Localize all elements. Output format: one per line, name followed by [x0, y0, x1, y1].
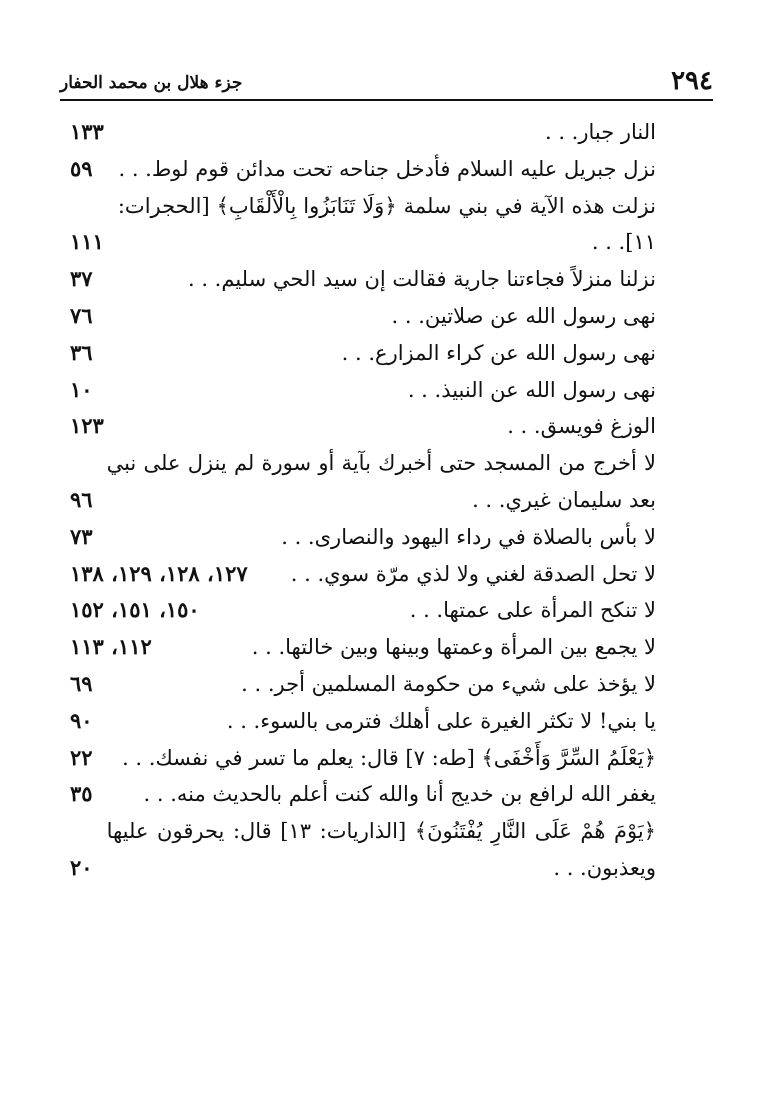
entry-text: لا أخرج من المسجد حتى أخبرك بآية أو سورة لم ينزل على نبي بعد سليمان غيري. . .: [106, 451, 656, 512]
index-entry: [70, 592, 656, 629]
entry-text: لا يؤخذ على شيء من حكومة المسلمين أجر. . .: [241, 671, 656, 696]
entry-pages: ٢٠: [70, 854, 93, 880]
entry-text: نزلت هذه الآية في بني سلمة ﴿وَلَا تَنَابَزُوا بِالْأَلْقَابِ﴾ [الحجرات: ١١]. . .: [117, 193, 656, 255]
entry-pages: ٩٠: [70, 707, 93, 733]
index-entry: [70, 666, 656, 703]
entry-pages: ١٣٣: [70, 119, 104, 144]
index-entry: [70, 776, 656, 813]
entry-pages: ٥٩: [70, 155, 93, 181]
entry-pages: ٣٦: [70, 339, 93, 365]
entry-pages: ١٢٧، ١٢٨، ١٢٩، ١٣٨: [70, 560, 248, 586]
index-entry: [70, 519, 656, 556]
entry-pages: ١٢٣: [70, 413, 104, 439]
entry-pages: ٣٧: [70, 266, 93, 292]
index-entry: [70, 813, 656, 887]
index-entry: [70, 703, 656, 740]
entry-pages: ٦٩: [70, 670, 93, 696]
entry-text: لا بأس بالصلاة في رداء اليهود والنصارى. . .: [281, 524, 656, 549]
book-title: جزء هلال بن محمد الحفار: [60, 73, 243, 93]
index-list: [70, 114, 656, 887]
index-entry: [70, 298, 656, 335]
entry-text: الوزغ فويسق. . .: [507, 414, 656, 439]
index-entry: [70, 445, 656, 519]
index-entry: [70, 629, 656, 666]
entry-text: لا يجمع بين المرأة وعمتها وبينها وبين خالتها. . .: [251, 635, 656, 660]
entry-pages: ١٥٠، ١٥١، ١٥٢: [70, 597, 200, 623]
entry-text: نهى رسول الله عن النبيذ. . .: [407, 377, 656, 402]
entry-text: يا بني! لا تكثر الغيرة على أهلك فترمى بالسوء. . .: [226, 708, 656, 733]
index-entry: [70, 188, 656, 262]
page-header: [60, 66, 713, 96]
index-entry: [70, 261, 656, 298]
index-entry: [70, 151, 656, 188]
entry-pages: ٢٢: [70, 744, 93, 770]
entry-text: يغفر الله لرافع بن خديج أنا والله كنت أعلم بالحديث منه. . .: [143, 782, 656, 807]
page-number: ٢٩٤: [671, 66, 713, 96]
index-entry: [70, 556, 656, 593]
entry-text: لا تنكح المرأة على عمتها. . .: [409, 598, 656, 623]
entry-text: ﴿يَعْلَمُ السِّرَّ وَأَخْفَى﴾ [طه: ٧] قال: يعلم ما تسر في نفسك. . .: [122, 745, 656, 770]
entry-text: لا تحل الصدقة لغني ولا لذي مرّة سوي. . .: [290, 561, 656, 586]
index-entry: [70, 335, 656, 372]
entry-pages: ١٠: [70, 376, 93, 402]
entry-pages: ١١١: [70, 229, 104, 255]
header-rule: [60, 99, 713, 101]
entry-pages: ٩٦: [70, 486, 93, 512]
entry-pages: ٣٥: [70, 781, 93, 807]
index-entry: [70, 372, 656, 409]
entry-text: نهى رسول الله عن صلاتين. . .: [391, 303, 656, 328]
index-entry: [70, 114, 656, 151]
entry-text: نزل جبريل عليه السلام فأدخل جناحه تحت مدائن قوم لوط. . .: [118, 156, 656, 181]
entry-text: نزلنا منزلاً فجاءتنا جارية فقالت إن سيد الحي سليم. . .: [187, 267, 656, 292]
entry-text: نهى رسول الله عن كراء المزارع. . .: [341, 340, 656, 365]
entry-text: النار جبار. . .: [544, 120, 656, 144]
entry-pages: ٧٣: [70, 523, 93, 549]
index-entry: [70, 740, 656, 777]
entry-pages: ١١٢، ١١٣: [70, 634, 152, 660]
entry-text: ﴿يَوْمَ هُمْ عَلَى النَّارِ يُفْتَنُونَ﴾ [الذاريات: ١٣] قال: يحرقون عليها ويعذبون. . .: [106, 819, 656, 880]
entry-pages: ٧٦: [70, 302, 93, 328]
index-entry: [70, 408, 656, 445]
